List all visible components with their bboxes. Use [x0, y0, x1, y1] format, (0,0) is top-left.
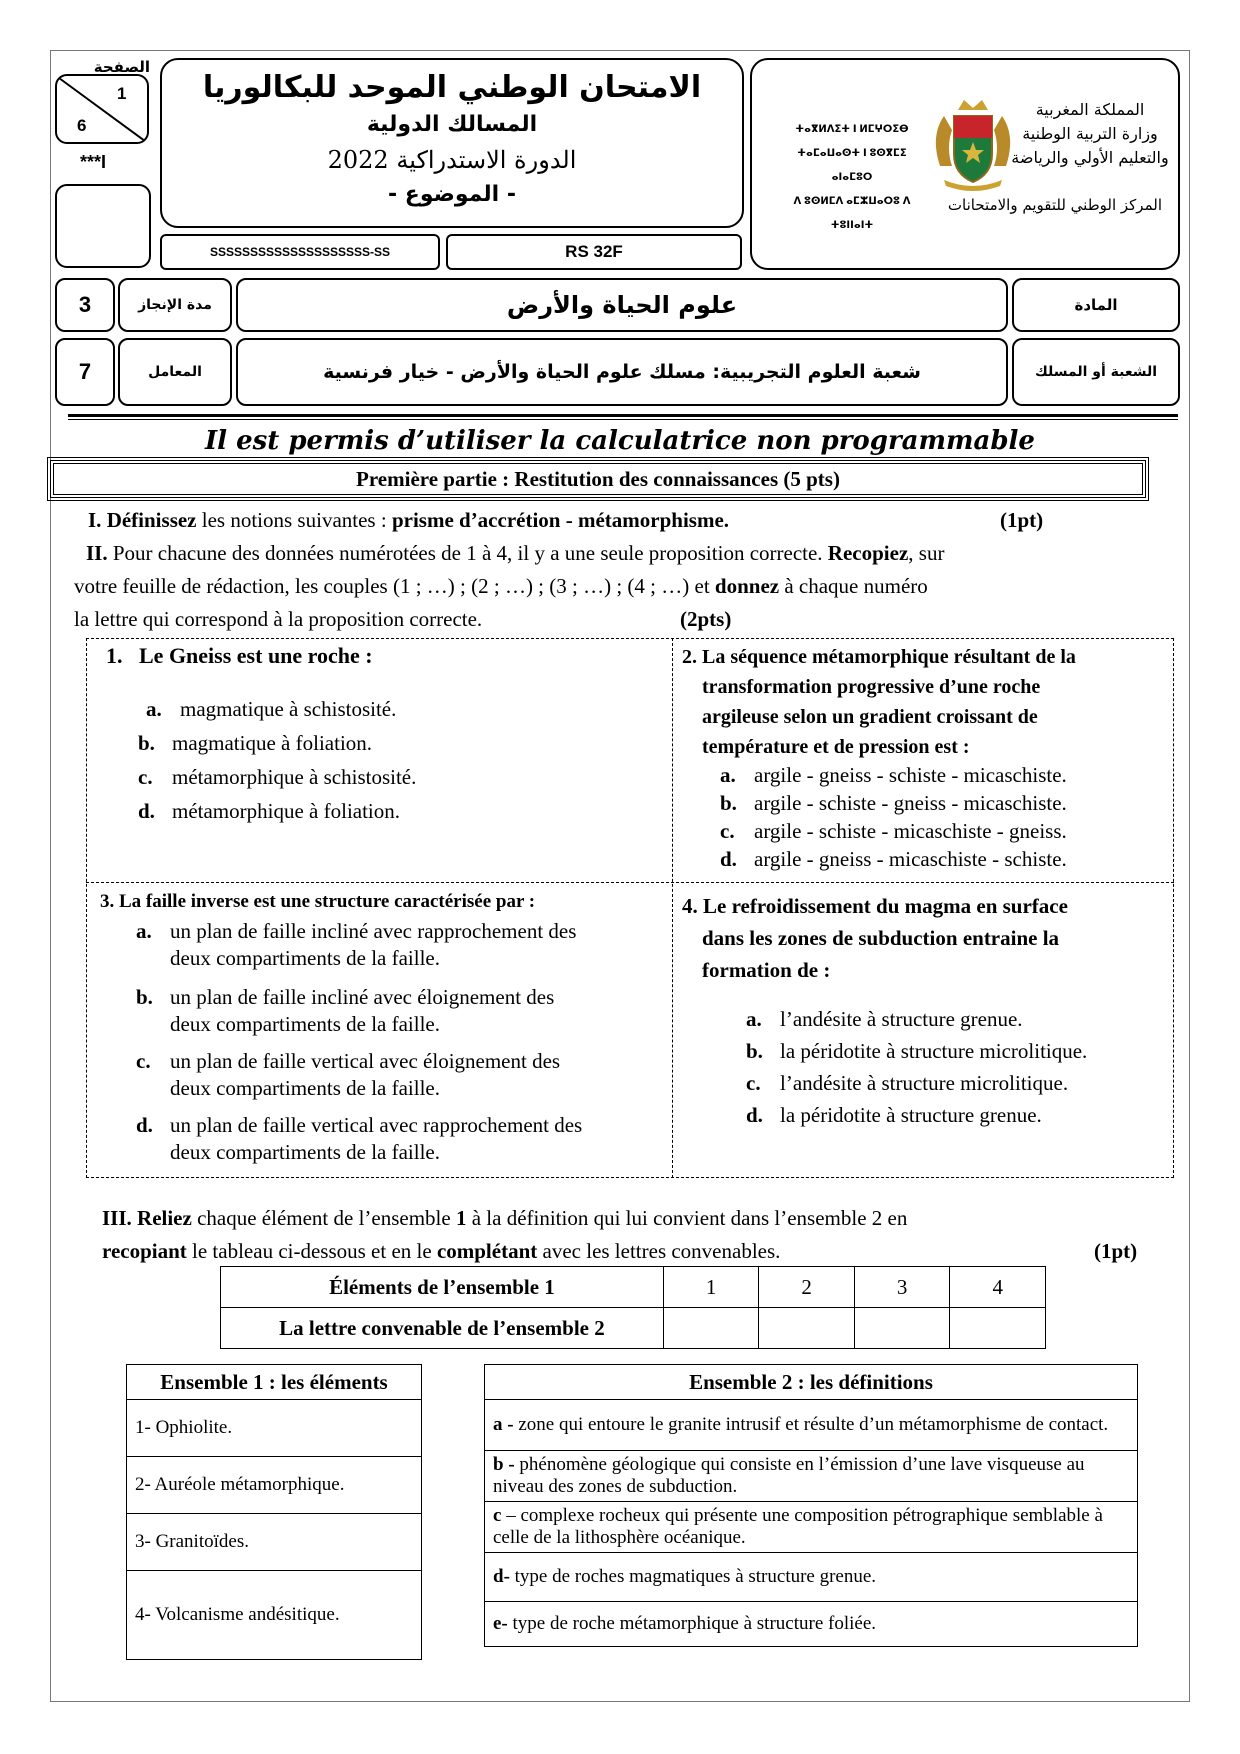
duration-label: مدة الإنجاز: [138, 297, 212, 313]
branch-label-box: [1012, 338, 1180, 406]
ministry-box: [750, 58, 1180, 270]
qcm-4-title-line-1: 4. Le refroidissement du magma en surface: [682, 894, 1068, 918]
q2-points: (2pts): [680, 607, 732, 631]
kingdom-line: المملكة المغربية: [1035, 100, 1145, 119]
session-title: الدورة الاستدراكية 2022: [327, 146, 577, 174]
def-text-a: zone qui entoure le granite intrusif et résulte d’un métamorphisme de contact.: [513, 1414, 1109, 1435]
qcm-4-title-line-2: dans les zones de subduction entraine la: [702, 926, 1060, 950]
q2-line1-a: Pour chacune des données numérotées de 1 à 4, il y a une seule proposition correcte.: [107, 541, 828, 565]
qcm-1-letter-b: b.: [138, 731, 155, 755]
ensemble-2-item: [485, 1502, 1138, 1553]
ensemble-2-item: [485, 1400, 1138, 1451]
question-1: [88, 508, 729, 532]
q2-line-2: [74, 574, 928, 598]
qcm-2-option-c: [720, 818, 1067, 845]
qcm-1-title: 1. Le Gneiss est une roche :: [106, 643, 373, 668]
qcm-3-letter-c: c.: [136, 1049, 151, 1073]
exam-title: الامتحان الوطني الموحد للبكالوريا: [202, 70, 702, 105]
def-text-c: – complexe rocheux qui présente une composition pétrographique semblable à celle de la lithosphère océanique.: [493, 1505, 1103, 1548]
qcm-4-option-a: [746, 1006, 1023, 1033]
answer-cell-4: [950, 1308, 1046, 1349]
q1-points: (1pt): [1000, 508, 1044, 532]
ensemble-1-item: 1- Ophiolite.: [127, 1400, 422, 1457]
q2-line1-b: , sur: [908, 541, 945, 565]
subject-value-box: [236, 278, 1008, 332]
qcm-1-text-b: magmatique à foliation.: [172, 731, 373, 755]
ensemble-1-item: 3- Granitoïdes.: [127, 1514, 422, 1571]
q2-verb-recopiez: Recopiez: [827, 541, 909, 565]
qcm-2-title: [682, 642, 1076, 762]
qcm-2-text-d: argile - gneiss - micaschiste - schiste.: [754, 847, 1067, 871]
qcm-item-4: [672, 882, 1174, 1178]
def-letter-c: c: [493, 1505, 502, 1526]
ensemble-2-item: [485, 1602, 1138, 1647]
q3-text-2: à la définition qui lui convient dans l’ensemble 2 en: [466, 1206, 908, 1230]
def-text-e: type de roche métamorphique à structure foliée.: [507, 1613, 877, 1634]
qcm-item-1: [86, 638, 672, 882]
qcm-2-text-c: argile - schiste - micaschiste - gneiss.: [754, 819, 1067, 843]
page-current: 1: [117, 84, 127, 103]
part1-title: Première partie : Restitution des connaissances (5 pts): [356, 466, 840, 491]
q2-line-3: la lettre qui correspond à la proposition correcte.: [74, 607, 483, 631]
ensemble-2-item: [485, 1553, 1138, 1602]
ministry-text: [1010, 98, 1170, 170]
q2-line-1: [86, 541, 944, 565]
page-number-box: [55, 74, 149, 144]
q3-line-2: [102, 1239, 780, 1263]
ministry-line-1: وزارة التربية الوطنية: [1022, 124, 1158, 143]
q1-notions: prisme d’accrétion - métamorphisme.: [391, 508, 730, 532]
qcm-3-text-d-2: deux compartiments de la faille.: [170, 1140, 440, 1164]
qcm-4-letter-c: c.: [746, 1071, 761, 1095]
coef-value: 7: [78, 359, 92, 384]
qcm-1-option-d: [138, 798, 400, 825]
answer-grid-col-3: 3: [854, 1267, 950, 1308]
qcm-1-letter-d: d.: [138, 799, 155, 823]
qcm-1-letter-a: a.: [146, 697, 162, 721]
qcm-3-text-d: un plan de faille vertical avec rapprochement des: [170, 1113, 583, 1137]
ensemble-1-item: 2- Auréole métamorphique.: [127, 1457, 422, 1514]
answer-cell-2: [759, 1308, 855, 1349]
qcm-item-3: [86, 882, 672, 1178]
qcm-1-option-b: [138, 730, 372, 757]
def-letter-e: e-: [493, 1613, 508, 1634]
tifinagh-block: [782, 118, 922, 238]
q3-line-1: [102, 1206, 907, 1230]
qcm-3-title: 3. La faille inverse est une structure caractérisée par :: [100, 891, 536, 912]
def-letter-d: d-: [493, 1566, 510, 1587]
tifinagh-line-2: ⵜⴰⵎⴰⵡⴰⵙⵜ ⵏ ⵓⵙⴳⵎⵉ ⴰⵏⴰⵎⵓⵔ: [797, 148, 907, 183]
duration-value: 3: [78, 292, 92, 317]
qcm-3-option-a: [136, 918, 576, 972]
qcm-4-letter-d: d.: [746, 1103, 763, 1127]
coef-value-box: [55, 338, 115, 406]
answer-cell-1: [663, 1308, 759, 1349]
q3-verb-reliez: Reliez: [137, 1206, 192, 1230]
qcm-2-title-line-4: température et de pression est :: [702, 736, 970, 758]
qcm-2-option-d: [720, 846, 1067, 873]
q3-text-4: avec les lettres convenables.: [537, 1239, 781, 1263]
branch-value-box: [236, 338, 1008, 406]
branch-label: الشعبة أو المسلك: [1034, 364, 1158, 380]
qcm-4-option-b: [746, 1038, 1087, 1065]
qcm-2-letter-d: d.: [720, 847, 737, 871]
page-stars: ***I: [80, 152, 107, 172]
qcm-2-title-line-3: argileuse selon un gradient croissant de: [702, 706, 1038, 728]
qcm-2-letter-a: a.: [720, 763, 736, 787]
qcm-4-text-b: la péridotite à structure microlitique.: [780, 1039, 1088, 1063]
ensemble-2-table: [484, 1364, 1138, 1647]
ensemble-1-title: Ensemble 1 : les éléments: [127, 1365, 422, 1400]
def-letter-b: b -: [493, 1454, 515, 1475]
page-diagonal: [57, 76, 149, 144]
def-text-d: type de roches magmatiques à structure grenue.: [509, 1566, 877, 1587]
answer-grid-col-4: 4: [950, 1267, 1046, 1308]
qcm-3-text-b: un plan de faille incliné avec éloignement des: [170, 985, 555, 1009]
qcm-2-letter-b: b.: [720, 791, 737, 815]
q3-verb-completant: complétant: [436, 1239, 538, 1263]
answer-grid-col-2: 2: [759, 1267, 855, 1308]
qcm-item-2: [672, 638, 1174, 882]
q3-text-1: chaque élément de l’ensemble: [191, 1206, 456, 1230]
qcm-3-option-b: [136, 984, 554, 1038]
answer-cell-3: [854, 1308, 950, 1349]
duration-value-box: [55, 278, 115, 332]
answer-grid-row-elements: [221, 1267, 1046, 1308]
coef-label: المعامل: [148, 364, 202, 380]
qcm-2-title-line-1: 2. La séquence métamorphique résultant de la: [682, 646, 1076, 668]
def-text-b: phénomène géologique qui consiste en l’émission d’une lave visqueuse au niveau des zones de subduction.: [493, 1454, 1085, 1497]
blank-box: [55, 184, 151, 268]
qcm-4-option-d: [746, 1102, 1042, 1129]
def-letter-a: a -: [493, 1414, 514, 1435]
qcm-2-text-a: argile - gneiss - schiste - micaschiste.: [754, 763, 1067, 787]
qcm-4-text-d: la péridotite à structure grenue.: [780, 1103, 1042, 1127]
qcm-2-letter-c: c.: [720, 819, 735, 843]
q3-text-3: le tableau ci-dessous et en le: [186, 1239, 437, 1263]
qcm-3-text-c: un plan de faille vertical avec éloignement des: [170, 1049, 561, 1073]
qcm-3-letter-b: b.: [136, 985, 153, 1009]
qcm-3-text-c-2: deux compartiments de la faille.: [170, 1076, 440, 1100]
answer-grid: [220, 1266, 1046, 1349]
qcm-3-text-a: un plan de faille incliné avec rapprochement des: [170, 919, 577, 943]
exam-title-box: [160, 58, 744, 228]
qcm-4-option-c: [746, 1070, 1068, 1097]
ministry-line-2: والتعليم الأولي والرياضة: [1011, 148, 1169, 167]
tifinagh-line-1: ⵜⴰⴳⵍⴷⵉⵜ ⵏ ⵍⵎⵖⵔⵉⴱ: [795, 124, 909, 135]
subject-field-label: المادة: [1074, 296, 1118, 314]
coat-of-arms-icon: [930, 96, 1016, 192]
qcm-2-option-b: [720, 790, 1067, 817]
qcm-1-letter-c: c.: [138, 765, 153, 789]
center-name: المركز الوطني للتقويم والامتحانات: [947, 196, 1162, 214]
subject-label-box: [1012, 278, 1180, 332]
qcm-1-text-d: métamorphique à foliation.: [172, 799, 401, 823]
qcm-3-letter-d: d.: [136, 1113, 153, 1137]
ensemble-2-title: Ensemble 2 : les définitions: [485, 1365, 1138, 1400]
answer-grid-col-1: 1: [663, 1267, 759, 1308]
answer-grid-row2-label: La lettre convenable de l’ensemble 2: [221, 1308, 664, 1349]
code-right-box: [446, 234, 742, 270]
page-total: 6: [77, 116, 87, 135]
qcm-1-option-a: [146, 696, 396, 723]
part1-title-box: [50, 460, 1146, 498]
coef-label-box: [118, 338, 232, 406]
q3-ensemble-number: 1: [455, 1206, 467, 1230]
qcm-4-title: [682, 890, 1068, 986]
qcm-3-option-c: [136, 1048, 560, 1102]
qcm-4-title-line-3: formation de :: [702, 958, 831, 982]
ensemble-2-item: [485, 1451, 1138, 1502]
subject-label: - الموضوع -: [388, 182, 517, 207]
qcm-4-text-c: l’andésite à structure microlitique.: [780, 1071, 1069, 1095]
qcm-2-option-a: [720, 762, 1067, 789]
branch-value: شعبة العلوم التجريبية: مسلك علوم الحياة والأرض - خيار فرنسية: [323, 361, 921, 383]
q3-verb-recopiant: recopiant: [102, 1239, 187, 1263]
ensemble-1-item: 4- Volcanisme andésitique.: [127, 1571, 422, 1660]
tifinagh-line-3: ⴷ ⵓⵙⵍⵎⴷ ⴰⵎⵣⵡⴰⵔⵓ ⴷ ⵜⵓⵏⵏⴰⵏⵜ: [793, 196, 911, 231]
code-left: SSSSSSSSSSSSSSSSSSSS-SS: [209, 245, 391, 259]
q3-points: (1pt): [1094, 1239, 1138, 1263]
duration-label-box: [118, 278, 232, 332]
qcm-3-letter-a: a.: [136, 919, 152, 943]
qcm-4-letter-b: b.: [746, 1039, 763, 1063]
track-title: المسالك الدولية: [366, 112, 538, 137]
calc-notice: Il est permis d’utiliser la calculatrice non programmable: [205, 426, 1035, 456]
qcm-1-text-a: magmatique à schistosité.: [180, 697, 397, 721]
answer-grid-row-letters: [221, 1308, 1046, 1349]
q1-verb: Définissez: [106, 508, 197, 532]
q2-line2-b: à chaque numéro: [779, 574, 928, 598]
answer-grid-row1-label: Éléments de l’ensemble 1: [221, 1267, 664, 1308]
qcm-1-text-c: métamorphique à schistosité.: [172, 765, 417, 789]
q2-line2-a: votre feuille de rédaction, les couples (1 ; …) ; (2 ; …) ; (3 ; …) ; (4 ; …) et: [74, 574, 715, 598]
code-left-box: [160, 234, 440, 270]
q1-text: les notions suivantes :: [196, 508, 392, 532]
qcm-3-text-b-2: deux compartiments de la faille.: [170, 1012, 440, 1036]
qcm-4-letter-a: a.: [746, 1007, 762, 1031]
header-rule: [68, 414, 1178, 417]
ensemble-1-table: [126, 1364, 422, 1660]
qcm-3-text-a-2: deux compartiments de la faille.: [170, 946, 440, 970]
q2-verb-donnez: donnez: [714, 574, 780, 598]
subject-value: علوم الحياة والأرض: [506, 291, 738, 319]
header-rule-thin: [68, 419, 1178, 420]
qcm-4-text-a: l’andésite à structure grenue.: [780, 1007, 1023, 1031]
page-label: الصفحة: [93, 58, 150, 76]
code-right: RS 32F: [565, 242, 623, 261]
q1-number: I.: [88, 508, 102, 532]
qcm-2-text-b: argile - schiste - gneiss - micaschiste.: [754, 791, 1067, 815]
q2-number: II.: [86, 541, 108, 565]
q3-number: III.: [102, 1206, 132, 1230]
qcm-3-option-d: [136, 1112, 582, 1166]
qcm-2-title-line-2: transformation progressive d’une roche: [702, 676, 1041, 698]
qcm-1-option-c: [138, 764, 416, 791]
